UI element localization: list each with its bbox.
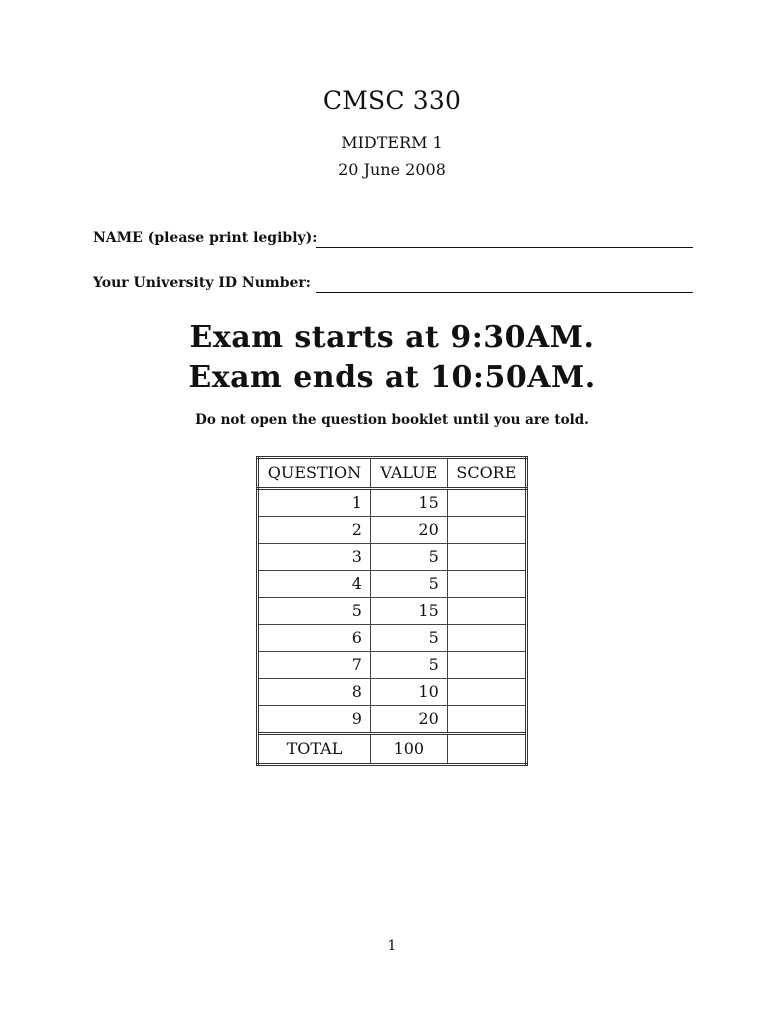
table-row bbox=[258, 489, 527, 517]
question-score-cell[interactable] bbox=[447, 598, 526, 625]
table-row bbox=[258, 679, 527, 706]
total-label: TOTAL bbox=[258, 734, 371, 765]
question-value: 5 bbox=[370, 652, 447, 679]
question-number: 4 bbox=[258, 571, 371, 598]
question-number: 1 bbox=[258, 489, 371, 517]
table-row bbox=[258, 598, 527, 625]
table-row bbox=[258, 625, 527, 652]
question-value: 15 bbox=[370, 489, 447, 517]
id-field-line[interactable] bbox=[316, 292, 693, 293]
question-number: 3 bbox=[258, 544, 371, 571]
score-table bbox=[256, 456, 528, 766]
exam-end-time: Exam ends at 10:50AM. bbox=[188, 360, 596, 395]
table-row bbox=[258, 517, 527, 544]
total-value: 100 bbox=[370, 734, 447, 765]
question-value: 15 bbox=[370, 598, 447, 625]
question-score-cell[interactable] bbox=[447, 571, 526, 598]
exam-start-time: Exam starts at 9:30AM. bbox=[189, 320, 595, 355]
column-header-score: SCORE bbox=[447, 458, 526, 489]
name-field-label: NAME (please print legibly): bbox=[93, 230, 318, 246]
question-number: 5 bbox=[258, 598, 371, 625]
question-number: 2 bbox=[258, 517, 371, 544]
question-value: 10 bbox=[370, 679, 447, 706]
total-row bbox=[258, 734, 527, 765]
question-value: 5 bbox=[370, 544, 447, 571]
table-header-row bbox=[258, 458, 527, 489]
question-score-cell[interactable] bbox=[447, 706, 526, 734]
question-score-cell[interactable] bbox=[447, 625, 526, 652]
question-score-cell[interactable] bbox=[447, 652, 526, 679]
question-number: 9 bbox=[258, 706, 371, 734]
booklet-notice: Do not open the question booklet until you are told. bbox=[195, 412, 589, 428]
question-score-cell[interactable] bbox=[447, 544, 526, 571]
question-value: 20 bbox=[370, 517, 447, 544]
question-value: 20 bbox=[370, 706, 447, 734]
page-number: 1 bbox=[387, 938, 397, 954]
table-row bbox=[258, 544, 527, 571]
question-number: 7 bbox=[258, 652, 371, 679]
question-score-cell[interactable] bbox=[447, 489, 526, 517]
table-row bbox=[258, 571, 527, 598]
question-score-cell[interactable] bbox=[447, 517, 526, 544]
course-title: CMSC 330 bbox=[322, 86, 462, 115]
id-field-row bbox=[93, 275, 693, 297]
question-number: 8 bbox=[258, 679, 371, 706]
column-header-question: QUESTION bbox=[258, 458, 371, 489]
question-value: 5 bbox=[370, 625, 447, 652]
table-row bbox=[258, 652, 527, 679]
exam-name: MIDTERM 1 bbox=[341, 133, 443, 152]
exam-date: 20 June 2008 bbox=[338, 160, 446, 179]
question-number: 6 bbox=[258, 625, 371, 652]
column-header-value: VALUE bbox=[370, 458, 447, 489]
id-field-label: Your University ID Number: bbox=[93, 275, 311, 291]
name-field-line[interactable] bbox=[316, 247, 693, 248]
question-score-cell[interactable] bbox=[447, 679, 526, 706]
name-field-row bbox=[93, 230, 693, 252]
total-score-cell[interactable] bbox=[447, 734, 526, 765]
question-value: 5 bbox=[370, 571, 447, 598]
table-row bbox=[258, 706, 527, 734]
